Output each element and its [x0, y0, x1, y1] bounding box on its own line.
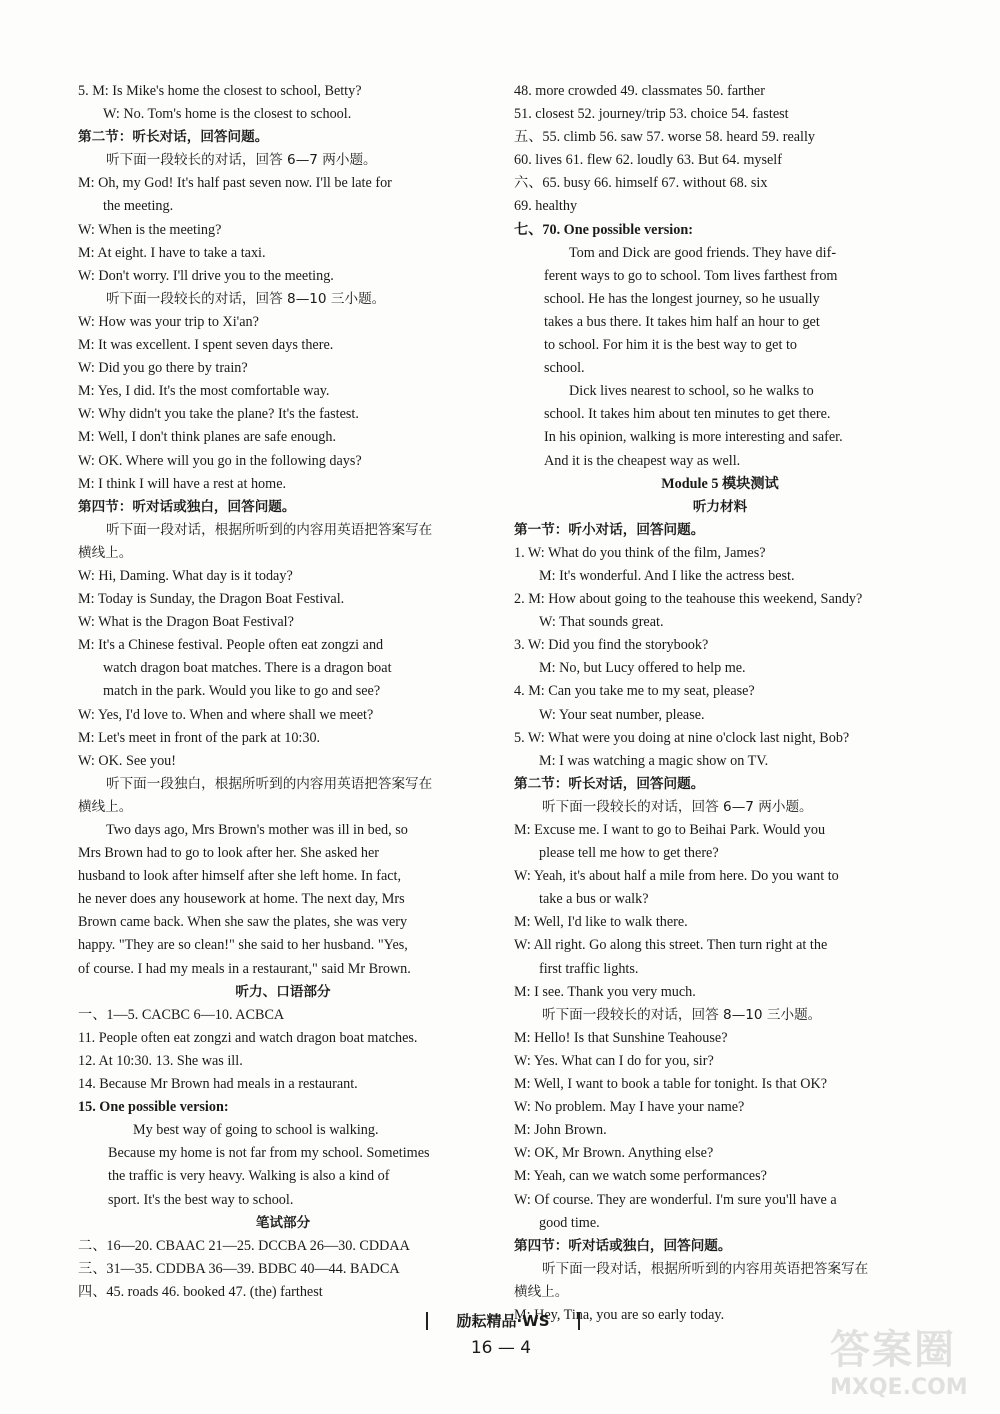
left-line: Because my home is not far from my school. Sometimes [108, 1145, 430, 1162]
left-line: M: Today is Sunday, the Dragon Boat Festival. [78, 591, 345, 608]
left-line: happy. "They are so clean!" she said to her husband. "Yes, [78, 937, 408, 954]
right-line: Tom and Dick are good friends. They have dif- [569, 244, 837, 261]
right-line: please tell me how to get there? [539, 845, 719, 862]
right-line: M: Well, I'd like to walk there. [514, 914, 688, 931]
right-line: 69. healthy [514, 198, 578, 215]
right-line: school. It takes him about ten minutes to get there. [544, 406, 831, 423]
right-line: M: Well, I want to book a table for tonight. Is that OK? [514, 1076, 828, 1093]
left-line: M: Oh, my God! It's half past seven now. I'll be late for [78, 175, 392, 192]
left-line: W: No. Tom's home is the closest to school. [103, 106, 352, 123]
right-line: 2. M: How about going to the teahouse this weekend, Sandy? [514, 591, 863, 608]
right-line: W: Of course. They are wonderful. I'm sure you'll have a [514, 1191, 837, 1208]
left-line: W: Hi, Daming. What day is it today? [78, 567, 293, 584]
left-line: 12. At 10:30. 13. She was ill. [78, 1052, 243, 1069]
left-line: 三、31—35. CDDBA 36—39. BDBC 40—44. BADCA [78, 1260, 400, 1277]
right-line: first traffic lights. [539, 960, 639, 977]
left-line: 横线上。 [78, 544, 133, 561]
left-column [78, 80, 488, 1304]
left-line: 听下面一段对话，根据所听到的内容用英语把答案写在 [106, 521, 433, 538]
right-line: M: Hello! Is that Sunshine Teahouse? [514, 1029, 728, 1046]
right-line: M: Hey, Tina, you are so early today. [514, 1306, 725, 1323]
right-line: takes a bus there. It takes him half an hour to get [544, 313, 820, 330]
right-line: M: John Brown. [514, 1122, 607, 1139]
left-line: 听力、口语部分 [235, 983, 331, 1000]
right-line: M: Excuse me. I want to go to Beihai Park. Would you [514, 822, 826, 838]
left-line: M: It's a Chinese festival. People often eat zongzi and [78, 637, 384, 654]
left-line: W: Why didn't you take the plane? It's the fastest. [78, 406, 359, 423]
left-line: 14. Because Mr Brown had meals in a restaurant. [78, 1076, 358, 1093]
left-line: M: I think I will have a rest at home. [78, 475, 287, 492]
left-line: 第二节：听长对话，回答问题。 [78, 129, 269, 146]
right-line: 第四节：听对话或独白，回答问题。 [514, 1237, 732, 1254]
right-line: W: Your seat number, please. [539, 706, 705, 723]
watermark-logo [830, 1318, 995, 1410]
right-line: W: Yeah, it's about half a mile from here. Do you want to [514, 868, 839, 885]
left-line: 四、45. roads 46. booked 47. (the) farthest [78, 1283, 323, 1300]
right-line: M: Yeah, can we watch some performances? [514, 1168, 767, 1185]
right-column [514, 80, 926, 1327]
right-line: W: OK, Mr Brown. Anything else? [514, 1145, 714, 1162]
right-line: 七、70. One possible version: [514, 221, 693, 238]
left-line: husband to look after himself after she left home. In fact, [78, 868, 402, 885]
right-line: W: All right. Go along this street. Then turn right at the [514, 937, 828, 954]
right-line: good time. [539, 1214, 600, 1231]
left-line: 听下面一段较长的对话，回答 8—10 三小题。 [106, 290, 386, 307]
left-line: W: OK. Where will you go in the following days? [78, 452, 362, 469]
left-line: W: Don't worry. I'll drive you to the meeting. [78, 267, 334, 284]
left-line: W: How was your trip to Xi'an? [78, 313, 259, 330]
left-line: 11. People often eat zongzi and watch dragon boat matches. [78, 1029, 418, 1046]
left-line: W: Did you go there by train? [78, 360, 248, 377]
left-line: sport. It's the best way to school. [108, 1191, 294, 1208]
right-line: 五、55. climb 56. saw 57. worse 58. heard 59. really [514, 129, 816, 146]
page-number: 16 — 4 [470, 1338, 532, 1358]
left-line: Two days ago, Mrs Brown's mother was ill in bed, so [106, 822, 408, 838]
left-line: 听下面一段较长的对话，回答 6—7 两小题。 [106, 152, 377, 169]
left-line: M: It was excellent. I spent seven days there. [78, 337, 334, 354]
left-line: 横线上。 [78, 798, 133, 815]
right-line: 48. more crowded 49. classmates 50. farther [514, 83, 765, 99]
left-line: match in the park. Would you like to go and see? [103, 683, 381, 700]
watermark-main: 答案圈 [830, 1327, 956, 1373]
right-line: M: I was watching a magic show on TV. [539, 752, 769, 769]
watermark-sub: MXQE.COM [830, 1375, 968, 1400]
left-line: of course. I had my meals in a restaurant," said Mr Brown. [78, 960, 411, 977]
right-line: W: No problem. May I have your name? [514, 1099, 745, 1116]
left-line: the meeting. [103, 198, 174, 215]
right-line: W: Yes. What can I do for you, sir? [514, 1052, 714, 1069]
left-line: M: Let's meet in front of the park at 10:30. [78, 729, 321, 746]
left-line: M: Well, I don't think planes are safe enough. [78, 429, 337, 446]
right-line: 听下面一段较长的对话，回答 6—7 两小题。 [542, 798, 813, 815]
left-line: he never does any housework at home. The next day, Mrs [78, 891, 405, 908]
right-line: 3. W: Did you find the storybook? [514, 637, 709, 654]
left-line: 15. One possible version: [78, 1099, 229, 1116]
right-line: ferent ways to go to school. Tom lives farthest from [544, 267, 838, 284]
left-line: W: OK. See you! [78, 752, 176, 769]
right-line: 听下面一段较长的对话，回答 8—10 三小题。 [542, 1006, 822, 1023]
right-line: M: It's wonderful. And I like the actress best. [539, 567, 795, 584]
right-line: school. [544, 360, 585, 377]
left-line: 笔试部分 [255, 1214, 311, 1231]
left-line: 5. M: Is Mike's home the closest to school, Betty? [78, 83, 362, 99]
left-line: W: When is the meeting? [78, 221, 222, 238]
left-line: W: Yes, I'd love to. When and where shall we meet? [78, 706, 374, 723]
right-line: 听下面一段对话，根据所听到的内容用英语把答案写在 [542, 1260, 869, 1277]
right-line: 六、65. busy 66. himself 67. without 68. six [514, 175, 768, 192]
left-line: watch dragon boat matches. There is a dragon boat [103, 660, 392, 677]
right-line: 1. W: What do you think of the film, James? [514, 544, 766, 561]
right-line: Dick lives nearest to school, so he walks to [569, 383, 814, 400]
left-line: 一、1—5. CACBC 6—10. ACBCA [78, 1006, 285, 1023]
right-line: 5. W: What were you doing at nine o'clock last night, Bob? [514, 729, 850, 746]
right-line: 51. closest 52. journey/trip 53. choice 54. fastest [514, 106, 789, 123]
left-line: My best way of going to school is walking. [133, 1122, 379, 1139]
left-line: 听下面一段独白，根据所听到的内容用英语把答案写在 [106, 775, 433, 792]
footer-brand: 励耘精品·WS [426, 1312, 580, 1330]
right-line: take a bus or walk? [539, 891, 649, 908]
left-line: M: At eight. I have to take a taxi. [78, 244, 266, 261]
right-line: school. He has the longest journey, so he usually [544, 290, 820, 307]
right-line: M: I see. Thank you very much. [514, 983, 696, 1000]
right-line: 第一节：听小对话，回答问题。 [514, 521, 705, 538]
right-line: W: That sounds great. [539, 614, 664, 631]
left-line: 第四节：听对话或独白，回答问题。 [78, 498, 296, 515]
left-line: 二、16—20. CBAAC 21—25. DCCBA 26—30. CDDAA [78, 1237, 410, 1254]
right-line: 4. M: Can you take me to my seat, please? [514, 683, 755, 700]
left-line: Brown came back. When she saw the plates, she was very [78, 914, 408, 931]
right-line: M: No, but Lucy offered to help me. [539, 660, 746, 677]
right-line: 60. lives 61. flew 62. loudly 63. But 64. myself [514, 152, 782, 169]
right-line: And it is the cheapest way as well. [544, 452, 741, 469]
right-line: Module 5 模块测试 [661, 475, 779, 492]
left-line: W: What is the Dragon Boat Festival? [78, 614, 294, 631]
right-line: In his opinion, walking is more interesting and safer. [544, 429, 843, 446]
right-line: 听力材料 [692, 498, 748, 515]
right-line: to school. For him it is the best way to get to [544, 337, 797, 354]
right-line: 第二节：听长对话，回答问题。 [514, 775, 705, 792]
left-line: M: Yes, I did. It's the most comfortable way. [78, 383, 330, 400]
left-line: the traffic is very heavy. Walking is also a kind of [108, 1168, 390, 1185]
left-line: Mrs Brown had to go to look after her. She asked her [78, 845, 380, 862]
right-line: 横线上。 [514, 1283, 569, 1300]
